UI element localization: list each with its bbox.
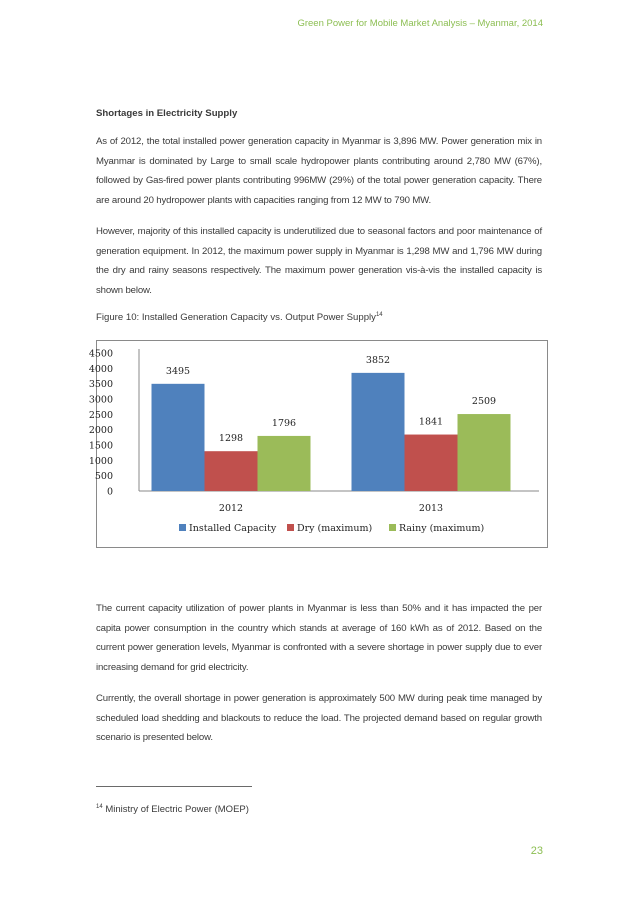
y-tick-label: 3500: [88, 379, 113, 391]
bar-rainy-maximum--2013: [458, 414, 511, 491]
running-header: Green Power for Mobile Market Analysis – Myanmar, 2014: [297, 18, 543, 29]
footnote-ref: 14: [96, 804, 103, 810]
y-tick-label: 3000: [88, 394, 113, 406]
y-tick-label: 4500: [88, 348, 113, 360]
paragraph-capacity: As of 2012, the total installed power generation capacity in Myanmar is 3,896 MW. Power generation mix in Myanmar is dominated by Large to small scale hydropower plants contributing around 2,780 MW (67%), followed by Gas-fired power plants contributing 996MW (29%) of the total power generation capacity. There are around 20 hydropower plants with capacities ranging from 12 MW to 790 MW.: [96, 136, 542, 206]
data-label: 1796: [271, 417, 297, 429]
footnote: [96, 804, 249, 815]
legend-label: Dry (maximum): [297, 523, 373, 534]
y-tick-label: 2500: [88, 409, 113, 421]
y-tick-label: 0: [106, 486, 113, 498]
data-label: 2509: [471, 396, 497, 408]
footnote-separator: [96, 786, 252, 787]
figure-caption: [96, 312, 542, 323]
x-tick-label: 2013: [418, 503, 444, 514]
bar-chart: [88, 341, 547, 547]
legend-label: Rainy (maximum): [399, 523, 485, 534]
data-label: 1841: [418, 416, 444, 428]
y-tick-label: 1500: [88, 440, 113, 452]
x-tick-label: 2012: [218, 503, 244, 514]
data-label: 1298: [218, 433, 244, 445]
bar-installed-capacity-2013: [352, 373, 405, 491]
legend-swatch: [389, 524, 396, 531]
section-heading: Shortages in Electricity Supply: [96, 108, 238, 119]
figure-caption-text: Figure 10: Installed Generation Capacity vs. Output Power Supply: [96, 312, 376, 324]
y-tick-label: 500: [94, 471, 113, 483]
legend-swatch: [179, 524, 186, 531]
bar-chart-frame: [88, 340, 548, 548]
bar-dry-maximum--2012: [205, 451, 258, 491]
paragraph-shortage: Currently, the overall shortage in power generation is approximately 500 MW during peak time managed by scheduled load shedding and blackouts to reduce the load. The projected demand based on regular growth scenario is presented below.: [96, 693, 542, 744]
legend-swatch: [287, 524, 294, 531]
bar-installed-capacity-2012: [152, 384, 205, 491]
bar-rainy-maximum--2012: [258, 436, 311, 491]
y-tick-label: 2000: [88, 425, 113, 437]
data-label: 3852: [365, 354, 391, 366]
bar-dry-maximum--2013: [405, 435, 458, 491]
paragraph-utilization: The current capacity utilization of power plants in Myanmar is less than 50% and it has impacted the per capita power consumption in the country which stands at average of 160 kWh as of 2012. Based on the current power generation levels, Myanmar is confronted with a severe shortage in power supply due to ever increasing demand for grid electricity.: [96, 603, 542, 673]
y-tick-label: 4000: [88, 363, 113, 375]
data-label: 3495: [165, 365, 191, 377]
legend-label: Installed Capacity: [189, 523, 277, 534]
page-number: 23: [530, 845, 543, 857]
figure-caption-ref: 14: [375, 312, 383, 318]
footnote-text: Ministry of Electric Power (MOEP): [105, 804, 249, 816]
y-tick-label: 1000: [88, 455, 113, 467]
paragraph-underutilization: However, majority of this installed capacity is underutilized due to seasonal factors and poor maintenance of generation equipment. In 2012, the maximum power supply in Myanmar is 1,298 MW and 1,796 MW during the dry and rainy seasons respectively. The maximum power generation vis-à-vis the installed capacity is shown below.: [96, 226, 542, 296]
